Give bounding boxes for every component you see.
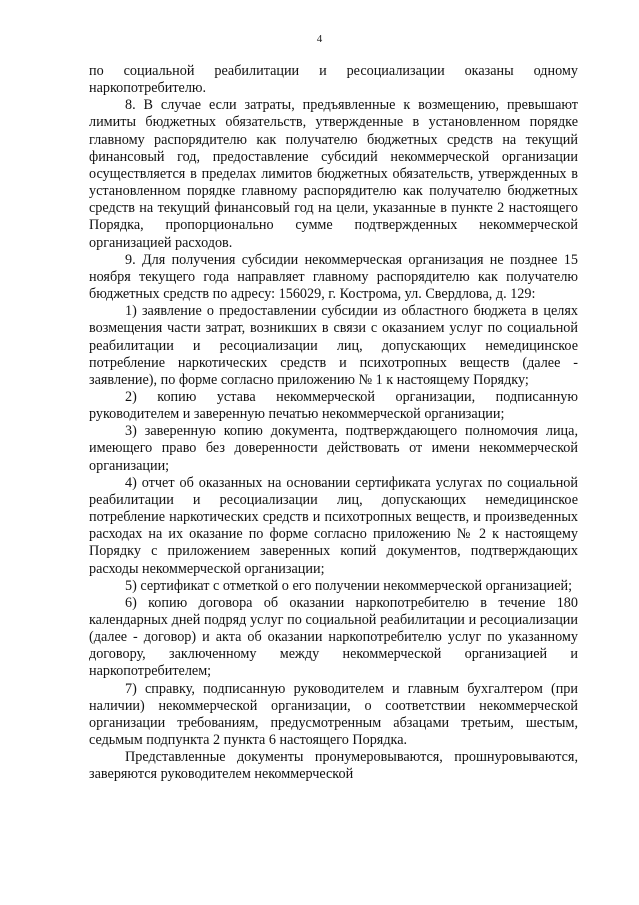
list-item-7: 7) справку, подписанную руководителем и главным бухгалтером (при наличии) некоммерческой организации, о соответствии некоммерческой организации требованиям, предусмотренным абзацами третьим, шестым, седьмым подпункта 2 пункта 6 настоящего Порядка.: [89, 680, 578, 749]
document-body: [89, 63, 578, 784]
paragraph-item-8: 8. В случае если затраты, предъявленные к возмещению, превышают лимиты бюджетных обязательств, утвержденные в установленном порядке главному распорядителю как получателю бюджетных средств на текущий финансовый год, предоставление субсидий некоммерческой организации осуществляется в пределах лимитов бюджетных обязательств, утвержденных в установленном порядке главному распорядителю как получателю бюджетных средств на текущий финансовый год на цели, указанные в пункте 2 настоящего Порядка, пропорционально сумме подтвержденных некоммерческой организацией расходов.: [89, 97, 578, 251]
paragraph-documents-note: Представленные документы пронумеровываются, прошнуровываются, заверяются руководителем некоммерческой: [89, 749, 578, 783]
list-item-4: 4) отчет об оказанных на основании сертификата услугах по социальной реабилитации и ресоциализации лиц, допускающих немедицинское потребление наркотических средств и психотропных веществ, и произведенных расходах на их оказание по форме согласно приложению № 2 к настоящему Порядку с приложением заверенных копий документов, подтверждающих расходы некоммерческой организации;: [89, 474, 578, 577]
list-item-3: 3) заверенную копию документа, подтверждающего полномочия лица, имеющего право без доверенности действовать от имени некоммерческой организации;: [89, 423, 578, 474]
paragraph-continuation: по социальной реабилитации и ресоциализации оказаны одному наркопотребителю.: [89, 63, 578, 97]
list-item-2: 2) копию устава некоммерческой организации, подписанную руководителем и заверенную печатью некоммерческой организации;: [89, 388, 578, 423]
list-item-5: 5) сертификат с отметкой о его получении некоммерческой организацией;: [125, 577, 573, 594]
paragraph-item-9: 9. Для получения субсидии некоммерческая организация не позднее 15 ноября текущего года направляет главному распорядителю как получателю бюджетных средств по адресу: 156029, г. Кострома, ул. Свердлова, д. 129:: [89, 251, 578, 303]
list-item-6: 6) копию договора об оказании наркопотребителю в течение 180 календарных дней подряд услуг по социальной реабилитации и ресоциализации (далее - договор) и акта об оказании наркопотребителю услуг по указанному договору, заключенному между некоммерческой организацией и наркопотребителем;: [89, 594, 578, 680]
page-number: 4: [316, 33, 323, 45]
list-item-1: 1) заявление о предоставлении субсидии из областного бюджета в целях возмещения части затрат, возникших в связи с оказанием услуг по социальной реабилитации и ресоциализации лиц, допускающих немедицинское потребление наркотических средств и психотропных веществ (далее - заявление), по форме согласно приложению № 1 к настоящему Порядку;: [89, 303, 578, 388]
